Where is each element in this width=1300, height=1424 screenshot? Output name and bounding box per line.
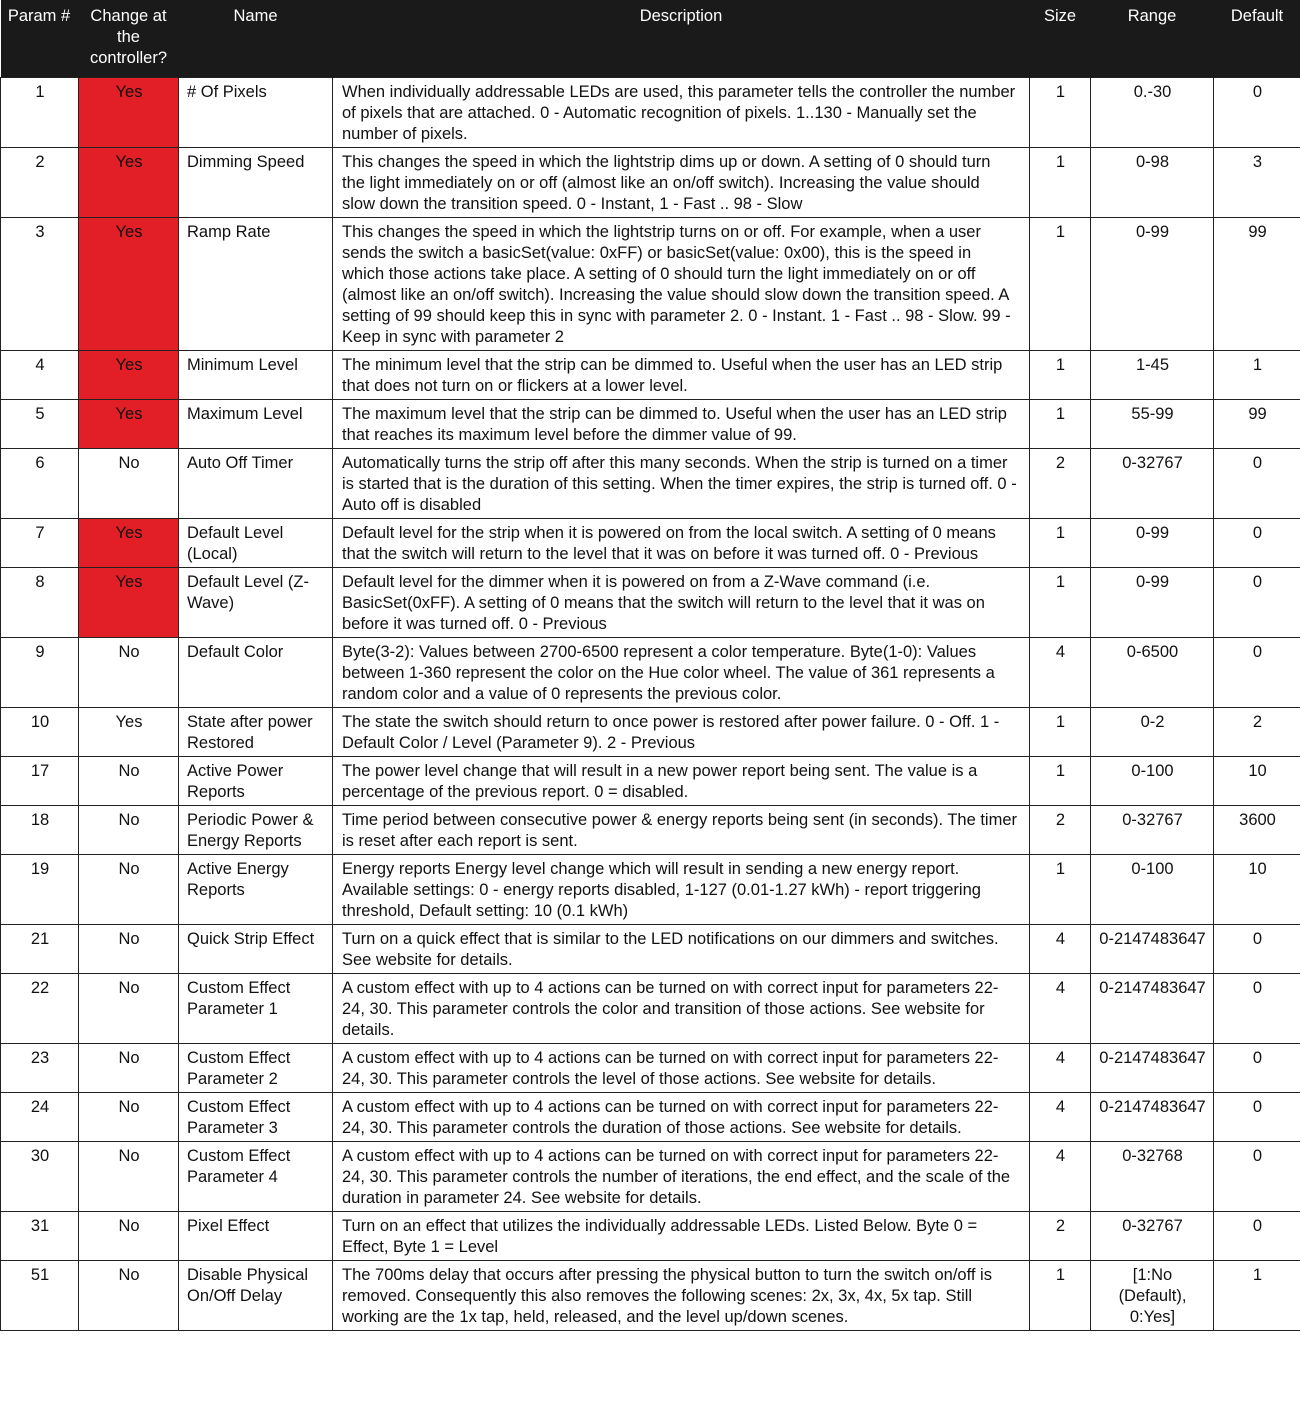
table-row	[1, 805, 1300, 854]
change-cell: No	[79, 448, 179, 518]
description-cell: Energy reports Energy level change which will result in sending a new energy report. Available settings: 0 - energy reports disabled, 1-127 (0.01-1.27 kWh) - report triggering threshold, Default setting: 10 (0.1 kWh)	[333, 854, 1030, 924]
size-cell: 2	[1030, 1211, 1091, 1260]
table-body	[1, 77, 1300, 1330]
change-cell: Yes	[79, 77, 179, 147]
range-cell: 0-6500	[1091, 637, 1214, 707]
table-row	[1, 1043, 1300, 1092]
range-cell: 0-100	[1091, 854, 1214, 924]
table-row	[1, 567, 1300, 637]
table-row	[1, 147, 1300, 217]
default-cell: 10	[1214, 756, 1300, 805]
param-cell: 18	[1, 805, 79, 854]
change-cell: Yes	[79, 350, 179, 399]
size-cell: 4	[1030, 1043, 1091, 1092]
change-cell: No	[79, 756, 179, 805]
param-cell: 30	[1, 1141, 79, 1211]
param-cell: 19	[1, 854, 79, 924]
table-row	[1, 217, 1300, 350]
table-row	[1, 399, 1300, 448]
default-cell: 3	[1214, 147, 1300, 217]
col-header-range: Range	[1091, 0, 1214, 77]
range-cell: 0-99	[1091, 567, 1214, 637]
default-cell: 0	[1214, 77, 1300, 147]
default-cell: 0	[1214, 518, 1300, 567]
param-cell: 6	[1, 448, 79, 518]
range-cell: 0-100	[1091, 756, 1214, 805]
param-cell: 31	[1, 1211, 79, 1260]
size-cell: 4	[1030, 637, 1091, 707]
range-cell: 0.-30	[1091, 77, 1214, 147]
param-cell: 8	[1, 567, 79, 637]
change-cell: No	[79, 1260, 179, 1330]
size-cell: 1	[1030, 756, 1091, 805]
name-cell: Pixel Effect	[179, 1211, 333, 1260]
change-cell: No	[79, 805, 179, 854]
description-cell: Automatically turns the strip off after this many seconds. When the strip is turned on a timer is started that is the duration of this setting. When the timer expires, the strip is turned off. 0 - Auto off is disabled	[333, 448, 1030, 518]
change-cell: Yes	[79, 707, 179, 756]
name-cell: Custom Effect Parameter 2	[179, 1043, 333, 1092]
change-cell: No	[79, 1043, 179, 1092]
size-cell: 1	[1030, 217, 1091, 350]
col-header-change: Change at the controller?	[79, 0, 179, 77]
description-cell: Default level for the strip when it is powered on from the local switch. A setting of 0 means that the switch will return to the level that it was on before it was turned off. 0 - Previous	[333, 518, 1030, 567]
table-row	[1, 924, 1300, 973]
size-cell: 2	[1030, 448, 1091, 518]
change-cell: Yes	[79, 399, 179, 448]
description-cell: Default level for the dimmer when it is powered on from a Z-Wave command (i.e. BasicSet(0xFF). A setting of 0 means that the switch will return to the level that it was on before it was turned off. 0 - Previous	[333, 567, 1030, 637]
name-cell: Default Color	[179, 637, 333, 707]
change-cell: No	[79, 1211, 179, 1260]
name-cell: Custom Effect Parameter 3	[179, 1092, 333, 1141]
default-cell: 3600	[1214, 805, 1300, 854]
col-header-description: Description	[333, 0, 1030, 77]
name-cell: Custom Effect Parameter 4	[179, 1141, 333, 1211]
table-row	[1, 756, 1300, 805]
table-row	[1, 1141, 1300, 1211]
range-cell: 0-2	[1091, 707, 1214, 756]
size-cell: 1	[1030, 1260, 1091, 1330]
default-cell: 0	[1214, 924, 1300, 973]
description-cell: A custom effect with up to 4 actions can be turned on with correct input for parameters 22-24, 30. This parameter controls the color and transition of those actions. See website for details.	[333, 973, 1030, 1043]
description-cell: This changes the speed in which the lightstrip dims up or down. A setting of 0 should turn the light immediately on or off (almost like an on/off switch). Increasing the value should slow down the transition speed. 0 - Instant, 1 - Fast .. 98 - Slow	[333, 147, 1030, 217]
description-cell: The 700ms delay that occurs after pressing the physical button to turn the switch on/off is removed. Consequently this also removes the following scenes: 2x, 3x, 4x, 5x tap. Still working are the 1x tap, held, released, and the level up/down scenes.	[333, 1260, 1030, 1330]
range-cell: 0-2147483647	[1091, 973, 1214, 1043]
change-cell: Yes	[79, 147, 179, 217]
param-cell: 4	[1, 350, 79, 399]
name-cell: Default Level (Z-Wave)	[179, 567, 333, 637]
description-cell: Byte(3-2): Values between 2700-6500 represent a color temperature. Byte(1-0): Values between 1-360 represent the color on the Hue color wheel. The value of 361 represents a random color and a value of 0 represents the previous color.	[333, 637, 1030, 707]
table-row	[1, 1211, 1300, 1260]
range-cell: 0-32767	[1091, 448, 1214, 518]
size-cell: 1	[1030, 567, 1091, 637]
range-cell: 1-45	[1091, 350, 1214, 399]
col-header-name: Name	[179, 0, 333, 77]
description-cell: A custom effect with up to 4 actions can be turned on with correct input for parameters 22-24, 30. This parameter controls the level of those actions. See website for details.	[333, 1043, 1030, 1092]
range-cell: 0-2147483647	[1091, 1043, 1214, 1092]
range-cell: 0-99	[1091, 217, 1214, 350]
range-cell: 0-98	[1091, 147, 1214, 217]
name-cell: Minimum Level	[179, 350, 333, 399]
range-cell: 0-32767	[1091, 1211, 1214, 1260]
param-cell: 17	[1, 756, 79, 805]
change-cell: No	[79, 637, 179, 707]
param-cell: 23	[1, 1043, 79, 1092]
change-cell: No	[79, 854, 179, 924]
size-cell: 4	[1030, 1092, 1091, 1141]
default-cell: 1	[1214, 350, 1300, 399]
param-cell: 9	[1, 637, 79, 707]
col-header-param: Param #	[1, 0, 79, 77]
change-cell: No	[79, 1141, 179, 1211]
size-cell: 2	[1030, 805, 1091, 854]
default-cell: 99	[1214, 399, 1300, 448]
default-cell: 1	[1214, 1260, 1300, 1330]
change-cell: No	[79, 1092, 179, 1141]
default-cell: 0	[1214, 1092, 1300, 1141]
change-cell: Yes	[79, 518, 179, 567]
size-cell: 4	[1030, 924, 1091, 973]
param-cell: 5	[1, 399, 79, 448]
description-cell: Turn on an effect that utilizes the individually addressable LEDs. Listed Below. Byte 0 = Effect, Byte 1 = Level	[333, 1211, 1030, 1260]
default-cell: 0	[1214, 1043, 1300, 1092]
default-cell: 0	[1214, 973, 1300, 1043]
table-row	[1, 1260, 1300, 1330]
name-cell: # Of Pixels	[179, 77, 333, 147]
size-cell: 1	[1030, 350, 1091, 399]
name-cell: Periodic Power & Energy Reports	[179, 805, 333, 854]
description-cell: The maximum level that the strip can be dimmed to. Useful when the user has an LED strip that reaches its maximum level before the dimmer value of 99.	[333, 399, 1030, 448]
range-cell: 0-2147483647	[1091, 924, 1214, 973]
name-cell: Quick Strip Effect	[179, 924, 333, 973]
name-cell: State after power Restored	[179, 707, 333, 756]
table-row	[1, 77, 1300, 147]
description-cell: A custom effect with up to 4 actions can be turned on with correct input for parameters 22-24, 30. This parameter controls the number of iterations, the end effect, and the scale of the duration in parameter 24. See website for details.	[333, 1141, 1030, 1211]
size-cell: 4	[1030, 973, 1091, 1043]
name-cell: Ramp Rate	[179, 217, 333, 350]
param-cell: 51	[1, 1260, 79, 1330]
param-cell: 3	[1, 217, 79, 350]
size-cell: 4	[1030, 1141, 1091, 1211]
default-cell: 0	[1214, 567, 1300, 637]
name-cell: Dimming Speed	[179, 147, 333, 217]
default-cell: 10	[1214, 854, 1300, 924]
col-header-default: Default	[1214, 0, 1300, 77]
change-cell: No	[79, 973, 179, 1043]
size-cell: 1	[1030, 77, 1091, 147]
range-cell: 0-32768	[1091, 1141, 1214, 1211]
size-cell: 1	[1030, 854, 1091, 924]
name-cell: Active Energy Reports	[179, 854, 333, 924]
description-cell: The state the switch should return to once power is restored after power failure. 0 - Off. 1 - Default Color / Level (Parameter 9). 2 - Previous	[333, 707, 1030, 756]
name-cell: Auto Off Timer	[179, 448, 333, 518]
description-cell: The minimum level that the strip can be dimmed to. Useful when the user has an LED strip that does not turn on or flickers at a lower level.	[333, 350, 1030, 399]
change-cell: Yes	[79, 217, 179, 350]
table-row	[1, 1092, 1300, 1141]
param-cell: 7	[1, 518, 79, 567]
range-cell: 0-2147483647	[1091, 1092, 1214, 1141]
table-row	[1, 973, 1300, 1043]
size-cell: 1	[1030, 399, 1091, 448]
name-cell: Maximum Level	[179, 399, 333, 448]
param-cell: 24	[1, 1092, 79, 1141]
size-cell: 1	[1030, 707, 1091, 756]
param-cell: 22	[1, 973, 79, 1043]
table-row	[1, 637, 1300, 707]
name-cell: Default Level (Local)	[179, 518, 333, 567]
description-cell: This changes the speed in which the lightstrip turns on or off. For example, when a user sends the switch a basicSet(value: 0xFF) or basicSet(value: 0x00), this is the speed in which those actions take place. A setting of 0 should turn the light immediately on or off (almost like an on/off switch). Increasing the value should slow down the transition speed. A setting of 99 should keep this in sync with parameter 2. 0 - Instant. 1 - Fast .. 98 - Slow. 99 - Keep in sync with parameter 2	[333, 217, 1030, 350]
param-cell: 21	[1, 924, 79, 973]
name-cell: Disable Physical On/Off Delay	[179, 1260, 333, 1330]
table-row	[1, 518, 1300, 567]
name-cell: Custom Effect Parameter 1	[179, 973, 333, 1043]
description-cell: When individually addressable LEDs are used, this parameter tells the controller the number of pixels that are attached. 0 - Automatic recognition of pixels. 1..130 - Manually set the number of pixels.	[333, 77, 1030, 147]
table-header	[1, 0, 1300, 77]
default-cell: 0	[1214, 637, 1300, 707]
change-cell: No	[79, 924, 179, 973]
col-header-size: Size	[1030, 0, 1091, 77]
name-cell: Active Power Reports	[179, 756, 333, 805]
table-row	[1, 448, 1300, 518]
range-cell: 55-99	[1091, 399, 1214, 448]
description-cell: Time period between consecutive power & energy reports being sent (in seconds). The timer is reset after each report is sent.	[333, 805, 1030, 854]
param-cell: 1	[1, 77, 79, 147]
default-cell: 99	[1214, 217, 1300, 350]
table-row	[1, 350, 1300, 399]
param-cell: 2	[1, 147, 79, 217]
table-row	[1, 707, 1300, 756]
description-cell: Turn on a quick effect that is similar to the LED notifications on our dimmers and switches. See website for details.	[333, 924, 1030, 973]
param-cell: 10	[1, 707, 79, 756]
default-cell: 0	[1214, 1141, 1300, 1211]
table-row	[1, 854, 1300, 924]
range-cell: 0-32767	[1091, 805, 1214, 854]
default-cell: 2	[1214, 707, 1300, 756]
range-cell: 0-99	[1091, 518, 1214, 567]
default-cell: 0	[1214, 1211, 1300, 1260]
default-cell: 0	[1214, 448, 1300, 518]
size-cell: 1	[1030, 518, 1091, 567]
change-cell: Yes	[79, 567, 179, 637]
description-cell: The power level change that will result in a new power report being sent. The value is a percentage of the previous report. 0 = disabled.	[333, 756, 1030, 805]
range-cell: [1:No (Default), 0:Yes]	[1091, 1260, 1214, 1330]
description-cell: A custom effect with up to 4 actions can be turned on with correct input for parameters 22-24, 30. This parameter controls the duration of those actions. See website for details.	[333, 1092, 1030, 1141]
size-cell: 1	[1030, 147, 1091, 217]
